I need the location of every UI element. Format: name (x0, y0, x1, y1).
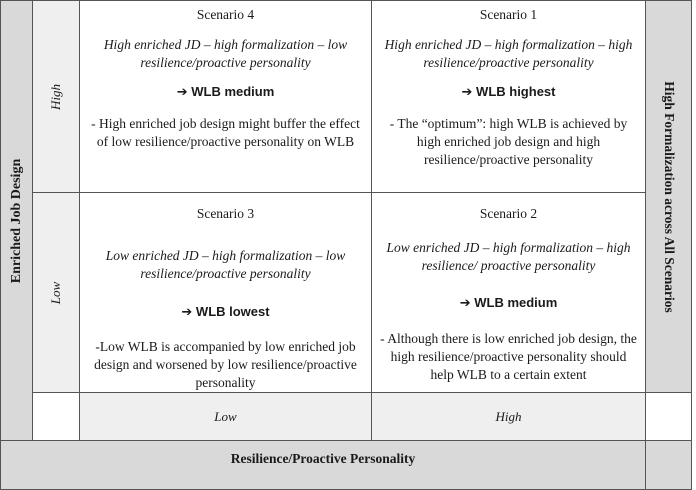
corner-blank-cell (32, 392, 80, 441)
x-axis-title-band (0, 440, 646, 490)
scenario-4-wlb-label: WLB medium (191, 84, 275, 99)
scenario-4-cell (79, 0, 372, 193)
y-axis-high-cell (32, 0, 80, 193)
scenario-2-note: - Although there is low enriched job design, the high resilience/proactive personality should help WLB to a certain extent (380, 331, 637, 382)
scenario-2-wlb (372, 294, 645, 312)
arrow-icon: ➔ (461, 84, 473, 99)
scenario-2-wlb-label: WLB medium (474, 295, 558, 310)
scenario-3-cell (79, 192, 372, 393)
x-axis-low-cell (79, 392, 372, 441)
x-axis-title: Resilience/Proactive Personality (230, 451, 416, 466)
scenario-4-title: Scenario 4 (196, 7, 255, 22)
y-axis-title-band (0, 0, 33, 441)
scenario-2-title: Scenario 2 (479, 206, 538, 221)
scenario-1-title: Scenario 1 (479, 7, 538, 22)
x-axis-high-cell (371, 392, 646, 441)
scenario-4-note: - High enriched job design might buffer the effect of low resilience/proactive personality on WLB (91, 116, 360, 149)
right-blank-cell (645, 392, 692, 441)
scenario-2-cell (371, 192, 646, 393)
scenario-2-profile: Low enriched JD – high formalization – high resilience/ proactive personality (386, 240, 631, 273)
y-axis-low-label: Low (48, 281, 63, 304)
x-axis-high-label: High (495, 409, 522, 424)
scenario-1-wlb (372, 83, 645, 101)
scenario-1-wlb-label: WLB highest (476, 84, 556, 99)
scenario-3-profile: Low enriched JD – high formalization – low resilience/proactive personality (105, 248, 346, 281)
scenario-4-wlb (80, 83, 371, 101)
formalization-label: High Formalization across All Scenarios (661, 80, 677, 313)
scenario-4-profile: High enriched JD – high formalization – low resilience/proactive personality (103, 37, 348, 70)
y-axis-low-cell (32, 192, 80, 393)
y-axis-high-label: High (48, 83, 63, 110)
scenario-3-wlb-label: WLB lowest (195, 304, 270, 319)
scenario-3-note: -Low WLB is accompanied by low enriched job design and worsened by low resilience/proactive personality (94, 339, 357, 390)
y-axis-title: Enriched Job Design (8, 158, 24, 283)
scenario-3-title: Scenario 3 (196, 206, 255, 221)
bottom-right-corner (645, 440, 692, 490)
x-axis-low-label: Low (214, 409, 237, 424)
arrow-icon: ➔ (176, 84, 188, 99)
scenario-1-note: - The “optimum”: high WLB is achieved by high enriched job design and high resilience/proactive personality (389, 116, 628, 167)
scenario-1-cell (371, 0, 646, 193)
arrow-icon: ➔ (181, 304, 193, 319)
scenario-1-profile: High enriched JD – high formalization – high resilience/proactive personality (384, 37, 633, 70)
scenario-3-wlb (80, 303, 371, 321)
arrow-icon: ➔ (459, 295, 471, 310)
formalization-band (645, 0, 692, 393)
